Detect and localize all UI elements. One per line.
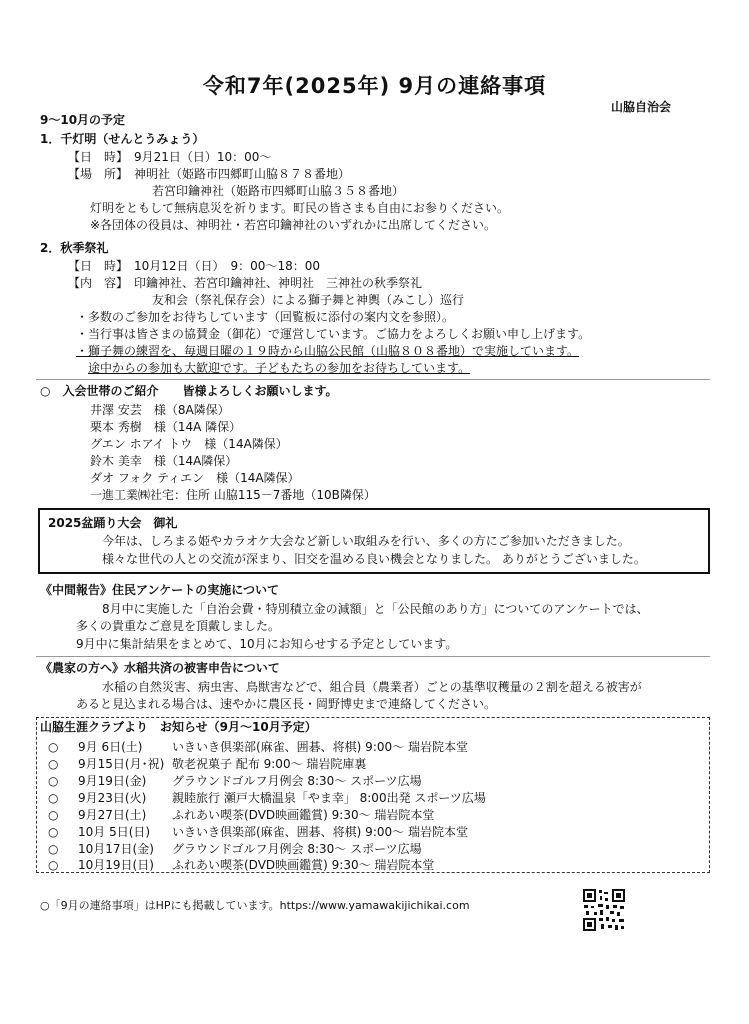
item1-note: 灯明をともして無病息災を祈ります。町民の皆さまも自由にお参りください。 <box>90 201 510 215</box>
divider <box>36 379 710 380</box>
item1-note2: ※各団体の役員は、神明社・若宮印鑰神社のいずれかに出席してください。 <box>90 218 497 232</box>
bon-dance-heading: 2025盆踊り大会 御礼 <box>48 516 178 530</box>
event-text: ふれあい喫茶(DVD映画鑑賞) 9:30～ 瑞岩院本堂 <box>172 858 435 872</box>
event-text: グラウンドゴルフ月例会 8:30～ スポーツ広場 <box>172 842 422 856</box>
member-item: ダオ フォク ティエン 様（14A隣保） <box>90 471 300 485</box>
member-item: 鈴木 美幸 様（14A隣保） <box>90 454 238 468</box>
member-item: 栗本 秀樹 様（14A 隣保） <box>90 420 242 434</box>
club-heading: 山脇生涯クラブより お知らせ（9月～10月予定） <box>40 720 317 734</box>
event-text: ふれあい喫茶(DVD映画鑑賞) 9:30～ 瑞岩院本堂 <box>172 808 435 822</box>
event-date: 9月23日(火) <box>78 791 147 805</box>
item2-content2: 友和会（祭礼保存会）による獅子舞と神輿（みこし）巡行 <box>152 293 465 307</box>
event-text: 親睦旅行 瀬戸大橋温泉「やま幸」 8:00出発 スポーツ広場 <box>172 791 486 805</box>
event-date: 10月19日(日) <box>78 858 154 872</box>
footer-notice: ○「9月の連絡事項」はHPにも掲載しています。https://www.yamawakijichikai.com <box>40 899 470 912</box>
item2-date: 【日 時】 10月12日（日） 9：00～18：00 <box>68 259 320 273</box>
event-bullet: ○ <box>48 825 59 839</box>
item2-bullet: ・獅子舞の練習を、毎週日曜の１９時から山脇公民館（山脇８０８番地）で実施しています。 <box>76 344 580 358</box>
event-text: いきいき倶楽部(麻雀、囲碁、将棋) 9:00～ 瑞岩院本堂 <box>172 825 468 839</box>
organization-name: 山脇自治会 <box>610 100 671 114</box>
item1-place2: 若宮印鑰神社（姫路市四郷町山脇３５８番地） <box>152 184 405 198</box>
item2-bullet-cont: 途中からの参加も大歓迎です。子どもたちの参加をお待ちしています。 <box>88 361 471 375</box>
event-bullet: ○ <box>48 757 59 771</box>
event-date: 10月 5日(日) <box>78 825 151 839</box>
event-date: 9月27日(土) <box>78 808 147 822</box>
event-bullet: ○ <box>48 740 59 754</box>
event-text: 敬老祝菓子 配布 9:00～ 瑞岩院庫裏 <box>172 757 367 771</box>
item1-date: 【日 時】 9月21日（日）10：00～ <box>68 150 272 164</box>
schedule-heading: 9～10月の予定 <box>40 113 126 127</box>
event-date: 9月19日(金) <box>78 774 147 788</box>
survey-text: 多くの貴重なご意見を頂戴しました。 <box>76 619 281 633</box>
event-text: いきいき倶楽部(麻雀、囲碁、将棋) 9:00～ 瑞岩院本堂 <box>172 740 468 754</box>
item2-bullet: ・当行事は皆さまの協賛金（御花）で運営しています。ご協力をよろしくお願い申し上げます。 <box>76 327 591 341</box>
item1-place: 【場 所】 神明社（姫路市四郷町山脇８７８番地） <box>68 167 351 181</box>
item2-content: 【内 容】 印鑰神社、若宮印鑰神社、神明社 三神社の秋季祭礼 <box>68 276 423 290</box>
page-title: 令和7年(2025年) 9月の連絡事項 <box>202 74 547 98</box>
newcomers-heading: ○ 入会世帯のご紹介 皆様よろしくお願いします。 <box>40 384 338 398</box>
event-bullet: ○ <box>48 774 59 788</box>
event-bullet: ○ <box>48 858 59 872</box>
member-item: 一進工業㈱社宅：住所 山脇115－7番地（10B隣保） <box>90 488 376 502</box>
event-date: 9月 6日(土) <box>78 740 143 754</box>
event-bullet: ○ <box>48 791 59 805</box>
item2-bullet: ・多数のご参加をお待ちしています（回覧板に添付の案内文を参照）。 <box>76 310 455 324</box>
event-bullet: ○ <box>48 842 59 856</box>
survey-text: 8月中に実施した「自治会費・特別積立金の減額」と「公民館のあり方」についてのアンケートでは、 <box>102 602 649 616</box>
member-item: 井澤 安芸 様（8A隣保） <box>90 403 230 417</box>
item1-title: 1．千灯明（せんとうみょう） <box>40 132 205 146</box>
survey-heading: 《中間報告》住民アンケートの実施について <box>40 583 280 597</box>
event-bullet: ○ <box>48 808 59 822</box>
farmers-text: 水稲の自然災害、病虫害、鳥獣害などで、組合員（農業者）ごとの基準収穫量の２割を超える被害が <box>102 680 642 694</box>
item2-title: 2．秋季祭礼 <box>40 241 109 255</box>
bon-dance-text: 様々な世代の人との交流が深まり、旧交を温める良い機会となりました。 ありがとうございました。 <box>102 552 646 566</box>
event-date: 10月17日(金) <box>78 842 154 856</box>
event-text: グラウンドゴルフ月例会 8:30～ スポーツ広場 <box>172 774 422 788</box>
qr-code-icon <box>582 888 626 932</box>
event-date: 9月15日(月･祝) <box>78 757 165 771</box>
member-item: グエン ホアイ トウ 様（14A隣保） <box>90 437 288 451</box>
farmers-heading: 《農家の方へ》水稲共済の被害申告について <box>40 661 280 675</box>
survey-text: 9月中に集計結果をまとめて、10月にお知らせする予定としています。 <box>76 637 458 651</box>
bon-dance-text: 今年は、しろまる姫やカラオケ大会など新しい取組みを行い、多くの方にご参加いただきました。 <box>102 534 630 548</box>
farmers-text: あると見込まれる場合は、速やかに農区長・岡野博史まで連絡してください。 <box>76 697 497 711</box>
divider <box>36 656 710 657</box>
